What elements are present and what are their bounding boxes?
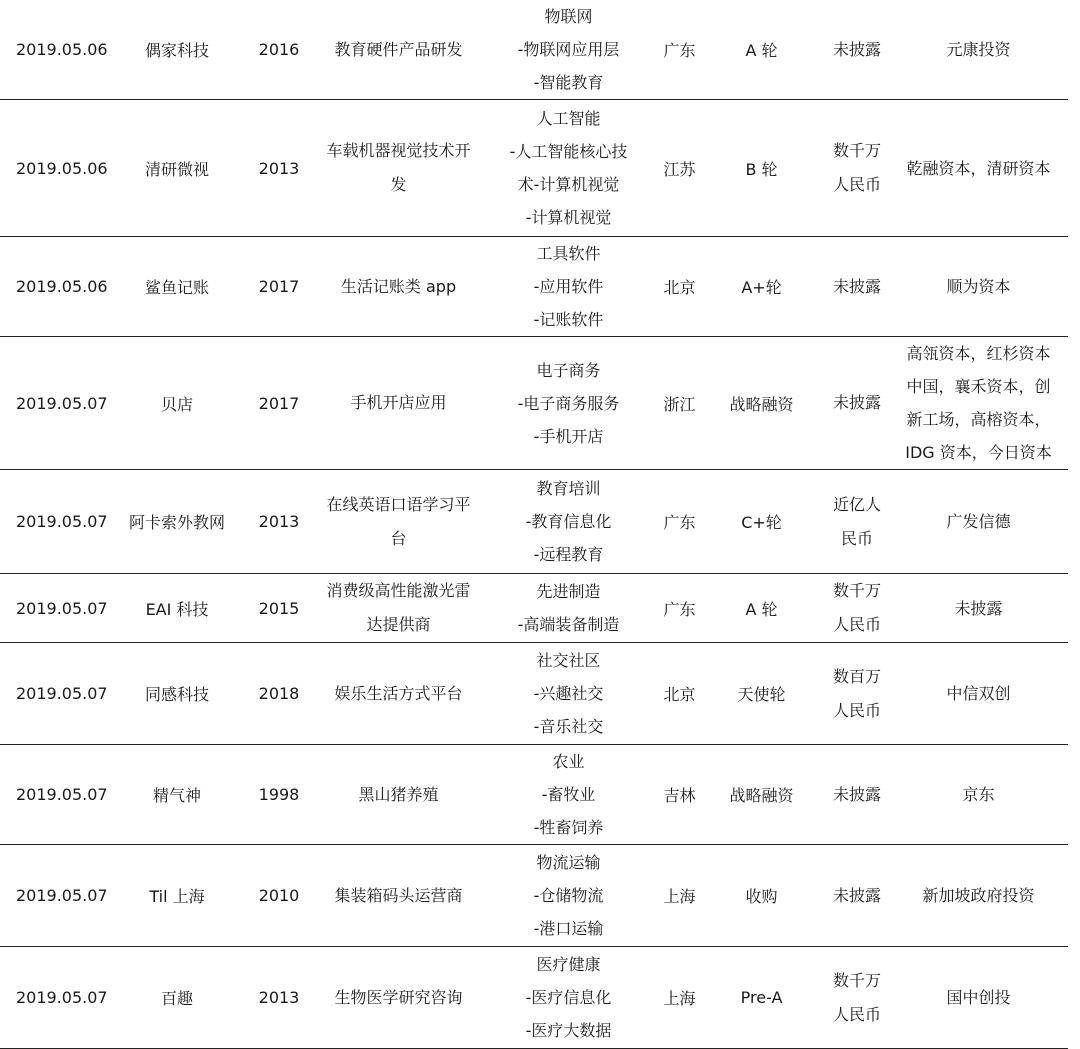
cell-round: 战略融资 [698, 745, 825, 845]
cell-industry [476, 574, 661, 643]
cell-industry-line: -畜牧业 [541, 785, 596, 804]
cell-round: Pre-A [698, 947, 825, 1049]
cell-company: 百趣 [117, 947, 237, 1049]
cell-investors-line: 广发信德 [946, 512, 1011, 531]
cell-round: A 轮 [698, 574, 825, 643]
table-row [0, 0, 1068, 100]
cell-investors-line: 未披露 [954, 598, 1003, 618]
cell-company: 清研微视 [117, 100, 237, 237]
cell-industry-line: -高端装备制造 [517, 615, 620, 634]
cell-business-line: 车载机器视觉技术开 [326, 141, 471, 160]
cell-company: EAI 科技 [117, 574, 237, 643]
cell-investors [889, 574, 1068, 643]
cell-amount-line: 数千万 [832, 970, 881, 990]
cell-investors [889, 947, 1068, 1049]
cell-region: 广东 [661, 470, 698, 574]
cell-business-line: 集装箱码头运营商 [334, 885, 463, 905]
cell-date: 2019.05.07 [0, 574, 117, 643]
cell-company: 同感科技 [117, 643, 237, 745]
cell-company: 阿卡索外教网 [117, 470, 237, 574]
cell-industry-line: -记账软件 [533, 310, 604, 329]
cell-company: 鲨鱼记账 [117, 237, 237, 337]
cell-amount-line: 民币 [840, 528, 873, 548]
cell-round: C+轮 [698, 470, 825, 574]
cell-industry-line: -港口运输 [533, 919, 604, 938]
cell-industry-line: 术-计算机视觉 [517, 175, 620, 194]
table-row [0, 845, 1068, 947]
cell-business [321, 0, 476, 100]
cell-date: 2019.05.07 [0, 470, 117, 574]
cell-round: A 轮 [698, 0, 825, 100]
cell-date: 2019.05.07 [0, 947, 117, 1049]
cell-amount [825, 470, 889, 574]
cell-investors-line: 顺为资本 [946, 277, 1011, 296]
cell-industry [476, 470, 661, 574]
cell-business-line: 消费级高性能激光雷 [326, 581, 471, 600]
cell-investors-line: IDG 资本，今日资本 [905, 443, 1052, 462]
cell-date: 2019.05.07 [0, 845, 117, 947]
cell-industry-line: -物联网应用层 [517, 40, 620, 59]
cell-industry-line: -计算机视觉 [525, 208, 612, 227]
cell-amount-line: 数百万 [832, 666, 881, 686]
cell-industry-line: -兴趣社交 [533, 684, 604, 703]
cell-investors [889, 237, 1068, 337]
cell-amount [825, 947, 889, 1049]
cell-industry [476, 337, 661, 470]
cell-business [321, 745, 476, 845]
cell-industry-line: 教育培训 [536, 479, 601, 498]
cell-industry-line: -医疗大数据 [525, 1021, 612, 1040]
cell-industry-line: -智能教育 [533, 73, 604, 92]
cell-region: 广东 [661, 574, 698, 643]
cell-amount [825, 0, 889, 100]
cell-amount-line: 人民币 [832, 175, 881, 194]
cell-investors-line: 新加坡政府投资 [922, 886, 1035, 905]
cell-industry [476, 643, 661, 745]
cell-amount-line: 未披露 [832, 39, 881, 59]
cell-round: B 轮 [698, 100, 825, 237]
cell-industry-line: -牲畜饲养 [533, 818, 604, 837]
cell-date: 2019.05.07 [0, 745, 117, 845]
cell-business-line: 黑山猪养殖 [358, 784, 439, 804]
cell-industry-line: -教育信息化 [525, 512, 612, 531]
cell-business-line: 教育硬件产品研发 [334, 39, 463, 59]
cell-business [321, 845, 476, 947]
cell-investors [889, 0, 1068, 100]
cell-business-line: 生物医学研究咨询 [334, 987, 463, 1007]
cell-industry-line: 社交社区 [536, 651, 601, 670]
cell-amount-line: 人民币 [832, 615, 881, 634]
cell-business [321, 947, 476, 1049]
cell-industry-line: 电子商务 [536, 360, 601, 380]
cell-date: 2019.05.07 [0, 337, 117, 470]
cell-industry [476, 947, 661, 1049]
cell-date: 2019.05.06 [0, 0, 117, 100]
cell-founded-year: 2013 [237, 100, 321, 237]
table-row [0, 100, 1068, 237]
cell-round: 收购 [698, 845, 825, 947]
cell-amount-line: 人民币 [832, 700, 881, 720]
cell-business [321, 337, 476, 470]
cell-business [321, 643, 476, 745]
cell-investors-line: 京东 [962, 785, 995, 804]
cell-date: 2019.05.06 [0, 237, 117, 337]
cell-industry [476, 0, 661, 100]
cell-amount-line: 人民币 [832, 1004, 881, 1024]
cell-investors-line: 元康投资 [946, 40, 1011, 59]
cell-company: 贝店 [117, 337, 237, 470]
cell-amount-line: 未披露 [832, 393, 881, 412]
table-row [0, 947, 1068, 1049]
cell-industry-line: -音乐社交 [533, 717, 604, 736]
cell-industry-line: -电子商务服务 [517, 393, 620, 413]
cell-region: 广东 [661, 0, 698, 100]
cell-founded-year: 2015 [237, 574, 321, 643]
cell-investors-line: 中信双创 [946, 684, 1011, 703]
cell-round: 战略融资 [698, 337, 825, 470]
table-row [0, 237, 1068, 337]
cell-industry-line: 工具软件 [536, 244, 601, 263]
cell-industry [476, 745, 661, 845]
cell-founded-year: 2017 [237, 337, 321, 470]
cell-industry-line: -人工智能核心技 [509, 142, 628, 161]
cell-region: 上海 [661, 947, 698, 1049]
cell-business-line: 发 [390, 175, 407, 194]
cell-founded-year: 1998 [237, 745, 321, 845]
cell-region: 浙江 [661, 337, 698, 470]
cell-business-line: 台 [390, 528, 407, 548]
cell-industry-line: -应用软件 [533, 277, 604, 296]
cell-founded-year: 2017 [237, 237, 321, 337]
cell-founded-year: 2010 [237, 845, 321, 947]
cell-founded-year: 2016 [237, 0, 321, 100]
cell-investors [889, 643, 1068, 745]
cell-company: 精气神 [117, 745, 237, 845]
cell-industry-line: 农业 [552, 752, 585, 771]
cell-investors [889, 100, 1068, 237]
cell-company: 偶家科技 [117, 0, 237, 100]
cell-investors-line: 新工场，高榕资本， [906, 410, 1051, 429]
cell-amount [825, 574, 889, 643]
cell-investors [889, 337, 1068, 470]
cell-business-line: 在线英语口语学习平 [326, 494, 471, 514]
cell-investors-line: 中国，襄禾资本，创 [906, 377, 1051, 396]
cell-industry-line: -仓储物流 [533, 886, 604, 905]
cell-region: 北京 [661, 237, 698, 337]
cell-business [321, 470, 476, 574]
cell-industry-line: -医疗信息化 [525, 988, 612, 1007]
cell-industry-line: 物联网 [544, 7, 593, 26]
cell-investors [889, 745, 1068, 845]
cell-industry-line: 物流运输 [536, 853, 601, 872]
cell-investors [889, 470, 1068, 574]
table-row [0, 574, 1068, 643]
cell-amount-line: 未披露 [832, 784, 881, 804]
cell-business-line: 达提供商 [366, 615, 431, 634]
cell-amount [825, 643, 889, 745]
cell-industry [476, 845, 661, 947]
cell-industry [476, 100, 661, 237]
cell-business [321, 100, 476, 237]
cell-amount-line: 数千万 [832, 581, 881, 600]
cell-investors [889, 845, 1068, 947]
cell-industry-line: 人工智能 [536, 109, 601, 128]
cell-amount-line: 未披露 [832, 885, 881, 905]
cell-business [321, 237, 476, 337]
cell-region: 北京 [661, 643, 698, 745]
table-row [0, 643, 1068, 745]
cell-founded-year: 2018 [237, 643, 321, 745]
cell-founded-year: 2013 [237, 470, 321, 574]
cell-industry-line: -手机开店 [533, 426, 604, 446]
cell-amount [825, 337, 889, 470]
cell-region: 江苏 [661, 100, 698, 237]
cell-industry [476, 237, 661, 337]
cell-investors-line: 乾融资本，清研资本 [906, 158, 1051, 178]
cell-amount [825, 845, 889, 947]
cell-industry-line: 医疗健康 [536, 955, 601, 974]
cell-amount [825, 745, 889, 845]
cell-amount [825, 237, 889, 337]
cell-industry-line: 先进制造 [536, 582, 601, 601]
cell-region: 吉林 [661, 745, 698, 845]
cell-amount [825, 100, 889, 237]
cell-investors-line: 高瓴资本，红杉资本 [906, 344, 1051, 363]
table-row [0, 337, 1068, 470]
cell-amount-line: 近亿人 [832, 494, 881, 514]
cell-round: A+轮 [698, 237, 825, 337]
table-row [0, 470, 1068, 574]
cell-amount-line: 数千万 [832, 141, 881, 160]
cell-business-line: 生活记账类 app [340, 276, 457, 296]
cell-founded-year: 2013 [237, 947, 321, 1049]
cell-date: 2019.05.06 [0, 100, 117, 237]
cell-amount-line: 未披露 [832, 276, 881, 296]
cell-business [321, 574, 476, 643]
table-row [0, 745, 1068, 845]
cell-company: Til 上海 [117, 845, 237, 947]
cell-industry-line: -远程教育 [533, 545, 604, 564]
cell-region: 上海 [661, 845, 698, 947]
cell-round: 天使轮 [698, 643, 825, 745]
cell-date: 2019.05.07 [0, 643, 117, 745]
cell-business-line: 手机开店应用 [350, 393, 447, 412]
cell-business-line: 娱乐生活方式平台 [334, 683, 463, 703]
cell-investors-line: 国中创投 [946, 988, 1011, 1007]
